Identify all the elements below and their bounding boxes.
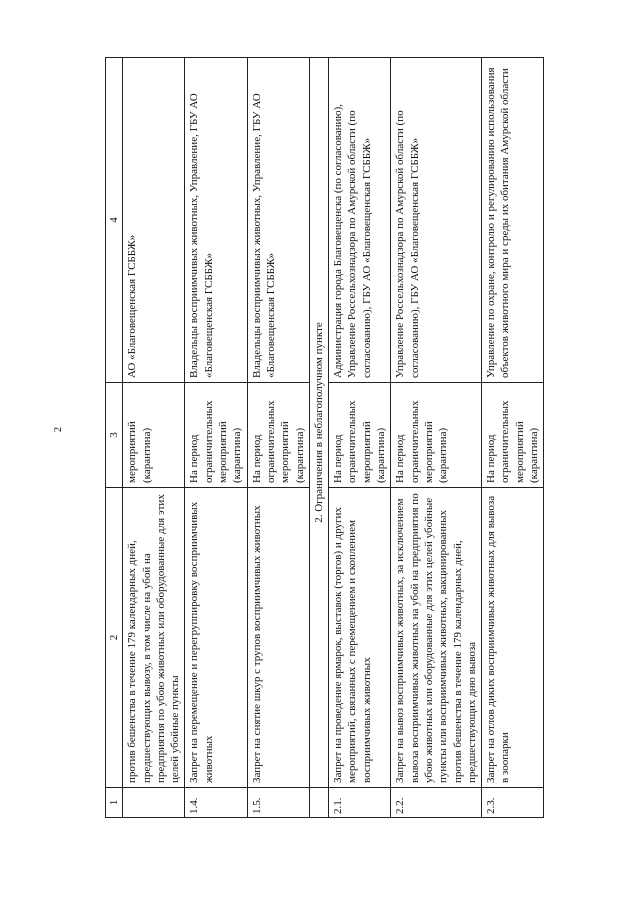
measure-text: против бешенства в течение 179 календарных дней, предшествующих вывозу, в том числе на убой на предприятия по убою животных или оборудованные для этих целей убойные пункты	[123, 488, 185, 788]
responsible-text: Владельцы восприимчивых животных, Управление, ГБУ АО «Благовещенская ГСББЖ»	[185, 58, 247, 383]
period-text: На период ограничительных мероприятий (карантина)	[482, 383, 544, 488]
measure-text: Запрет на снятие шкур с трупов восприимчивых животных	[247, 488, 309, 788]
section-row	[309, 58, 328, 818]
header-col-1: 1	[106, 788, 123, 818]
measures-table	[105, 57, 544, 818]
row-number: 1.5.	[247, 788, 309, 818]
table-row	[123, 58, 185, 818]
measure-text: Запрет на перемещение и перегруппировку восприимчивых животных	[185, 488, 247, 788]
row-number: 2.1.	[329, 788, 391, 818]
row-number: 2.2.	[391, 788, 482, 818]
table-row	[329, 58, 391, 818]
measure-text: Запрет на вывоз восприимчивых животных, за исключением вывоза восприимчивых животных на убой на предприятия по убою животных или оборудованные для этих целей убойные пункты или восприимчивых животных, вакцинированных против бешенства в течение 179 календарных дней, предшествующих дню вывоза	[391, 488, 482, 788]
period-text: На период ограничительных мероприятий (карантина)	[329, 383, 391, 488]
responsible-text: Владельцы восприимчивых животных, Управление, ГБУ АО «Благовещенская ГСББЖ»	[247, 58, 309, 383]
table-row	[247, 58, 309, 818]
header-col-2: 2	[106, 488, 123, 788]
responsible-text: Управление Россельхознадзора по Амурской области (по согласованию), ГБУ АО «Благовещенская ГСББЖ»	[391, 58, 482, 383]
period-text: На период ограничительных мероприятий (карантина)	[247, 383, 309, 488]
responsible-text: Управление по охране, контролю и регулированию использования объектов животного мира и среды их обитания Амурской области	[482, 58, 544, 383]
table-row	[185, 58, 247, 818]
section-title: 2. Ограничения в неблагополучном пункте	[309, 58, 328, 788]
measure-text: Запрет на отлов диких восприимчивых животных для вывоза в зоопарки	[482, 488, 544, 788]
responsible-text: АО «Благовещенская ГСББЖ»	[123, 58, 185, 383]
period-text: На период ограничительных мероприятий (карантина)	[391, 383, 482, 488]
row-number: 1.4.	[185, 788, 247, 818]
header-col-4: 4	[106, 58, 123, 383]
table-row	[482, 58, 544, 818]
period-text: мероприятий (карантина)	[123, 383, 185, 488]
header-col-3: 3	[106, 383, 123, 488]
row-number: 2.3.	[482, 788, 544, 818]
rotated-table-container	[105, 58, 541, 818]
row-number	[123, 788, 185, 818]
responsible-text: Администрация города Благовещенска (по согласованию), Управление Россельхознадзора по Амурской области (по согласованию), ГБУ АО «Благовещенская ГСББЖ»	[329, 58, 391, 383]
table-row	[391, 58, 482, 818]
page-number: 2	[53, 427, 64, 432]
measure-text: Запрет на проведение ярмарок, выставок (торгов) и других мероприятий, связанных с перемещением и скоплением восприимчивых животных	[329, 488, 391, 788]
period-text: На период ограничительных мероприятий (карантина)	[185, 383, 247, 488]
header-row	[106, 58, 123, 818]
